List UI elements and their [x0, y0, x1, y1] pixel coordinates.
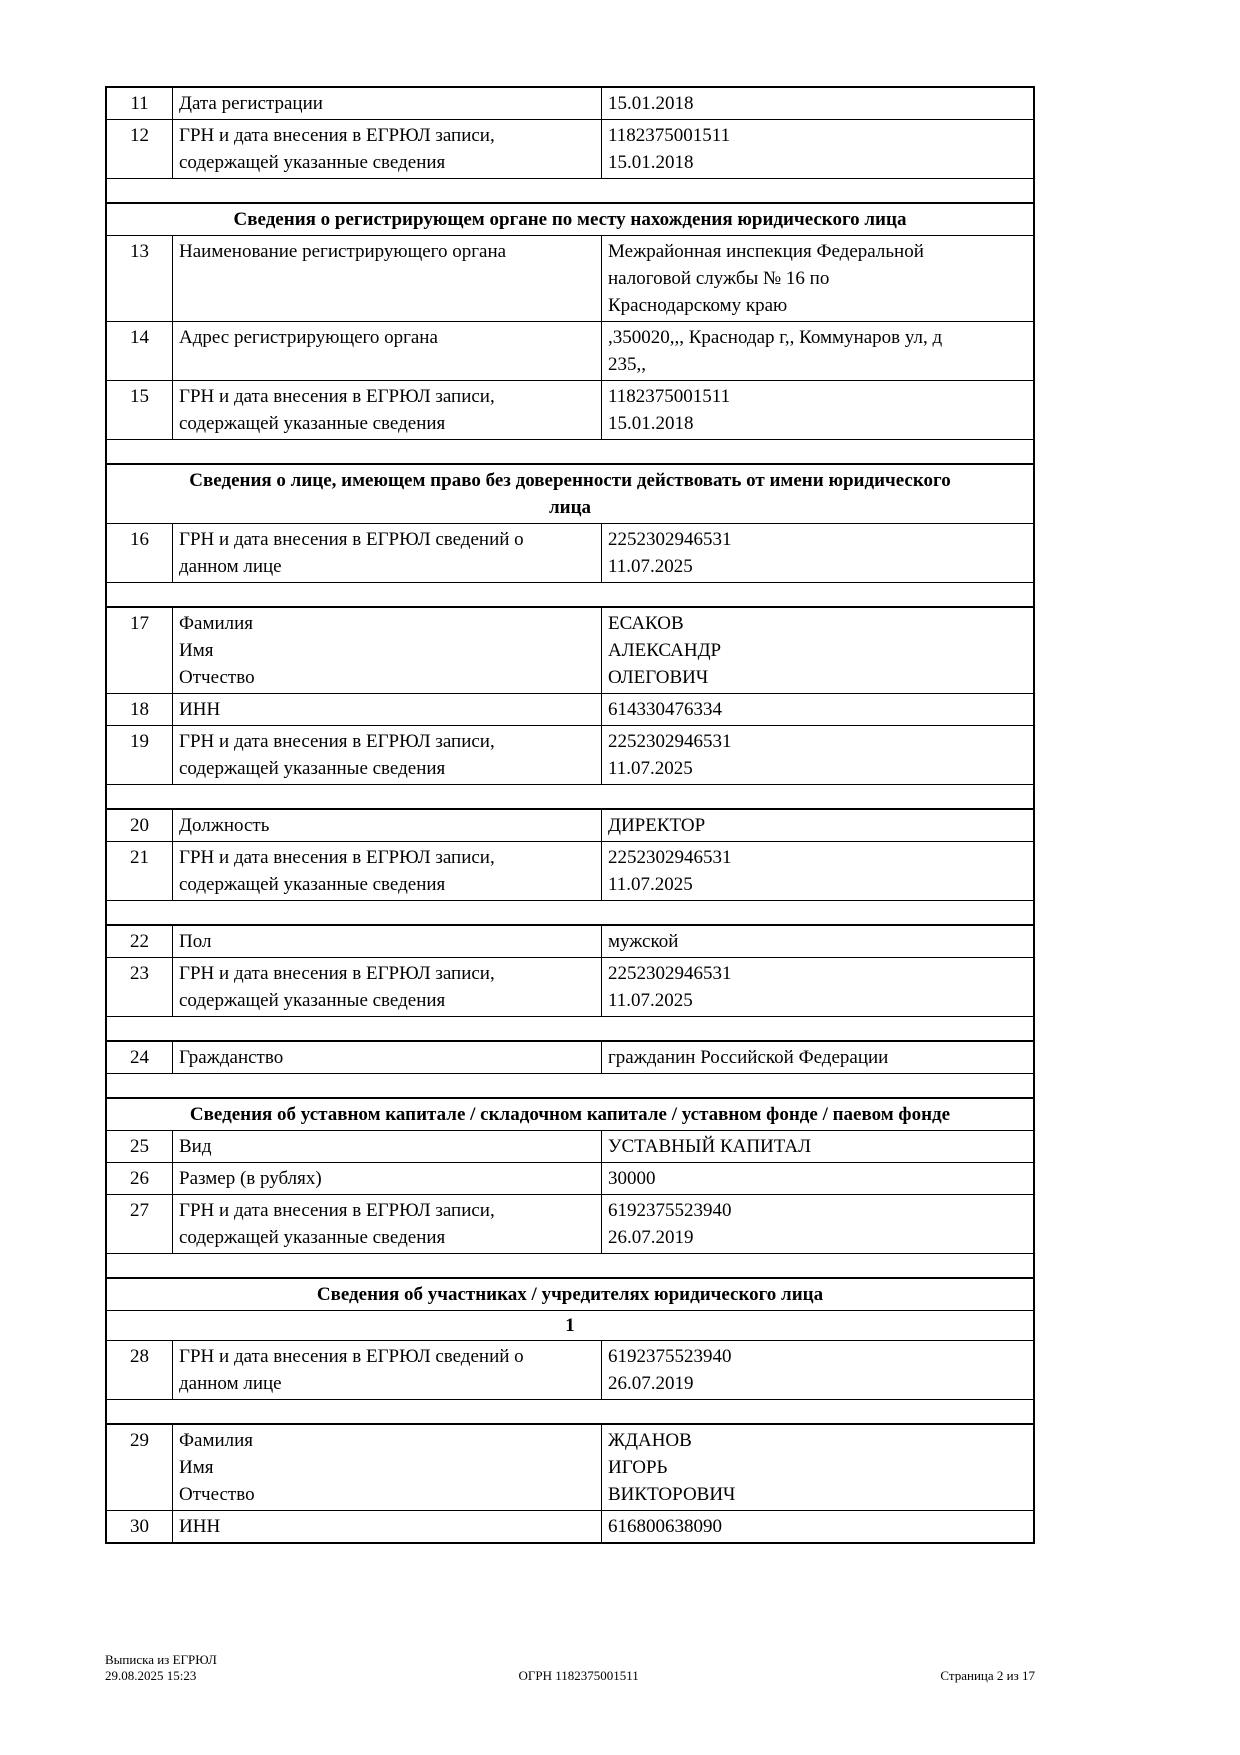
- row-number: 29: [107, 1425, 173, 1510]
- row-value: 15.01.2018: [608, 93, 694, 114]
- row-label: ГРН и дата внесения в ЕГРЮЛ записи, содержащей указанные сведения: [173, 1195, 602, 1253]
- row-label: ГРН и дата внесения в ЕГРЮЛ записи, содержащей указанные сведения: [173, 726, 602, 784]
- row-value: 6192375523940 26.07.2019: [608, 1346, 732, 1394]
- spacer-row: [107, 439, 1033, 463]
- row-value: ЖДАНОВ ИГОРЬ ВИКТОРОВИЧ: [608, 1430, 736, 1505]
- row-value: гражданин Российской Федерации: [608, 1047, 889, 1068]
- row-number: 27: [107, 1195, 173, 1253]
- table-row: [107, 725, 1033, 784]
- row-label: ГРН и дата внесения в ЕГРЮЛ записи, содержащей указанные сведения: [173, 958, 602, 1016]
- row-number: 14: [107, 322, 173, 380]
- row-value: 2252302946531 11.07.2025: [608, 847, 732, 895]
- row-label: Фамилия Имя Отчество: [173, 1425, 602, 1510]
- row-value: ЕСАКОВ АЛЕКСАНДР ОЛЕГОВИЧ: [608, 613, 722, 688]
- row-number: 25: [107, 1131, 173, 1162]
- row-label: Вид: [173, 1131, 602, 1162]
- spacer-row: [107, 1073, 1033, 1097]
- table-row: [107, 1510, 1033, 1542]
- footer-timestamp: 29.08.2025 15:23: [105, 1668, 197, 1683]
- row-label: Дата регистрации: [173, 88, 602, 119]
- row-label: ИНН: [173, 1511, 602, 1542]
- row-number: 17: [107, 608, 173, 693]
- row-label: ГРН и дата внесения в ЕГРЮЛ сведений о данном лице: [173, 524, 602, 582]
- table-row: [107, 1130, 1033, 1162]
- row-value: ,350020,,, Краснодар г,, Коммунаров ул, д 235,,: [608, 327, 943, 375]
- table-row: [107, 523, 1033, 582]
- spacer-row: [107, 900, 1033, 924]
- row-label: Пол: [173, 926, 602, 957]
- row-value: 2252302946531 11.07.2025: [608, 529, 732, 577]
- row-value: 616800638090: [608, 1516, 722, 1537]
- row-label: Гражданство: [173, 1042, 602, 1073]
- row-number: 11: [107, 88, 173, 119]
- row-number: 21: [107, 842, 173, 900]
- row-label: Наименование регистрирующего органа: [173, 236, 602, 321]
- table-row: [107, 1423, 1033, 1510]
- row-value: 30000: [608, 1168, 656, 1189]
- spacer-row: [107, 1253, 1033, 1277]
- section-header-row: Сведения о лице, имеющем право без доверенности действовать от имени юридического лица: [107, 463, 1033, 523]
- row-number: 22: [107, 926, 173, 957]
- row-number: 16: [107, 524, 173, 582]
- section-header-row: Сведения об уставном капитале / складочном капитале / уставном фонде / паевом фонде: [107, 1097, 1033, 1130]
- row-value: 1182375001511 15.01.2018: [608, 125, 731, 173]
- section-header-row: Сведения об участниках / учредителях юридического лица: [107, 1277, 1033, 1310]
- footer-doc-title: Выписка из ЕГРЮЛ: [105, 1652, 217, 1667]
- row-value: 2252302946531 11.07.2025: [608, 963, 732, 1011]
- table-row: [107, 693, 1033, 725]
- row-value: 6192375523940 26.07.2019: [608, 1200, 732, 1248]
- row-label: Размер (в рублях): [173, 1163, 602, 1194]
- table-row: [107, 1194, 1033, 1253]
- table-row: [107, 841, 1033, 900]
- row-value: 2252302946531 11.07.2025: [608, 731, 732, 779]
- footer-page-number: Страница 2 из 17: [940, 1668, 1035, 1683]
- section-header-row: Сведения о регистрирующем органе по месту нахождения юридического лица: [107, 202, 1033, 235]
- row-value: 614330476334: [608, 699, 722, 720]
- page-footer: [105, 1652, 1035, 1684]
- row-value: Межрайонная инспекция Федеральной налоговой службы № 16 по Краснодарскому краю: [608, 241, 924, 316]
- table-row: [107, 1162, 1033, 1194]
- row-label: ИНН: [173, 694, 602, 725]
- row-label: ГРН и дата внесения в ЕГРЮЛ сведений о данном лице: [173, 1341, 602, 1399]
- spacer-row: [107, 1016, 1033, 1040]
- participant-index-row: 1: [107, 1310, 1033, 1340]
- table-row: [107, 235, 1033, 321]
- table-row: [107, 1040, 1033, 1073]
- row-number: 12: [107, 120, 173, 178]
- row-label: Фамилия Имя Отчество: [173, 608, 602, 693]
- table-row: [107, 321, 1033, 380]
- spacer-row: [107, 582, 1033, 606]
- row-number: 18: [107, 694, 173, 725]
- row-number: 15: [107, 381, 173, 439]
- row-value: ДИРЕКТОР: [608, 815, 706, 836]
- row-number: 24: [107, 1042, 173, 1073]
- row-label: ГРН и дата внесения в ЕГРЮЛ записи, содержащей указанные сведения: [173, 381, 602, 439]
- row-number: 23: [107, 958, 173, 1016]
- table-row: [107, 606, 1033, 693]
- row-number: 13: [107, 236, 173, 321]
- row-value: 1182375001511 15.01.2018: [608, 386, 731, 434]
- row-number: 26: [107, 1163, 173, 1194]
- spacer-row: [107, 178, 1033, 202]
- spacer-row: [107, 1399, 1033, 1423]
- table-row: [107, 1340, 1033, 1399]
- table-row: [107, 808, 1033, 841]
- row-number: 20: [107, 810, 173, 841]
- footer-doc-info: [105, 1652, 217, 1684]
- table-row: [107, 88, 1033, 119]
- spacer-row: [107, 784, 1033, 808]
- row-number: 30: [107, 1511, 173, 1542]
- row-number: 28: [107, 1341, 173, 1399]
- table-row: [107, 957, 1033, 1016]
- row-label: ГРН и дата внесения в ЕГРЮЛ записи, содержащей указанные сведения: [173, 120, 602, 178]
- table-row: [107, 924, 1033, 957]
- row-label: Адрес регистрирующего органа: [173, 322, 602, 380]
- row-number: 19: [107, 726, 173, 784]
- row-value: УСТАВНЫЙ КАПИТАЛ: [608, 1136, 812, 1157]
- egrul-table: [105, 86, 1035, 1544]
- row-value: мужской: [608, 931, 679, 952]
- table-row: [107, 119, 1033, 178]
- table-row: [107, 380, 1033, 439]
- footer-ogrn: ОГРН 1182375001511: [518, 1668, 639, 1683]
- row-label: Должность: [173, 810, 602, 841]
- row-label: ГРН и дата внесения в ЕГРЮЛ записи, содержащей указанные сведения: [173, 842, 602, 900]
